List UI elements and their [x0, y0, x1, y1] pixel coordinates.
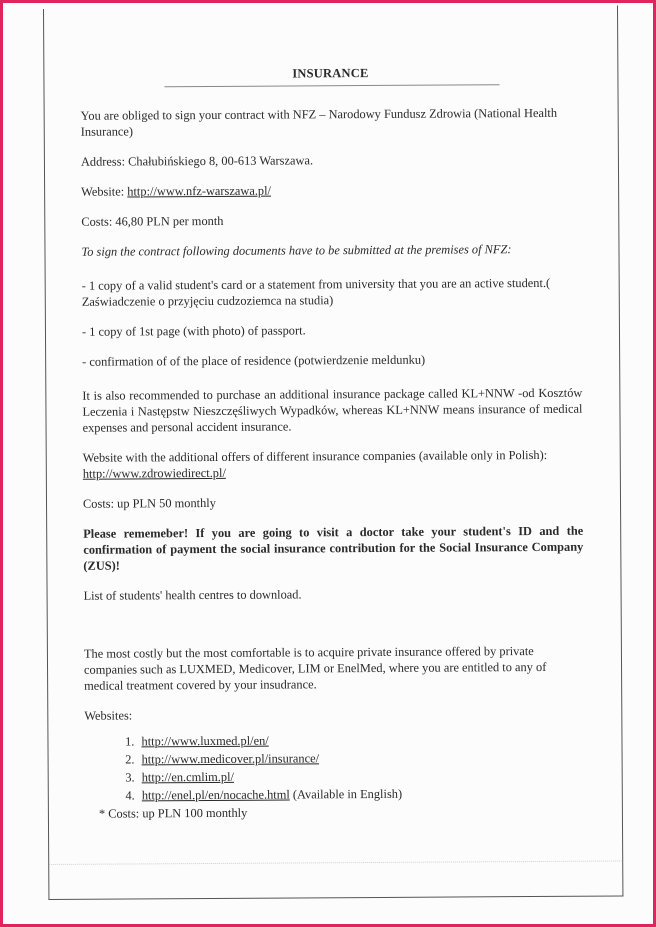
english-availability-note: (Available in English): [289, 786, 403, 802]
requirement-residence: - confirmation of of the place of residence (potwierdzenie meldunku): [82, 352, 426, 369]
nfz-website-line: [81, 181, 581, 200]
private-insurance-websites: [84, 731, 584, 804]
luxmed-link[interactable]: http://www.luxmed.pl/en/: [141, 733, 269, 749]
title-underline: [164, 84, 499, 87]
additional-costs: Costs: up PLN 50 monthly: [82, 495, 216, 511]
list-item: [138, 767, 585, 786]
requirement-passport: - 1 copy of 1st page (with photo) of passport.: [81, 323, 306, 339]
website-label: Website:: [81, 184, 128, 199]
requirement-student-card: - 1 copy of a valid student's card or a statement from university that you are an active student.( Zaświadczenie o przyjęciu cudzoziemca na studia): [81, 275, 551, 309]
document-body: [80, 64, 585, 822]
enel-link[interactable]: http://enel.pl/en/nocache.html: [141, 787, 290, 803]
document-sheet: [43, 5, 623, 899]
nfz-costs: Costs: 46,80 PLN per month: [81, 213, 224, 229]
documents-intro: To sign the contract following documents have to be submitted at the premises of NFZ:: [81, 242, 512, 259]
medicover-link[interactable]: http://www.medicover.pl/insurance/: [141, 751, 320, 767]
nfz-obligation-text: You are obliged to sign your contract with NFZ – Narodowy Fundusz Zdrowia (National Health Insurance): [80, 105, 558, 139]
page-title: INSURANCE: [292, 66, 369, 81]
reminder-text: Please rememeber! If you are going to visit a doctor take your student's ID and the confirmation of payment the social insurance contribution for the Social Insurance Company (ZUS)!: [83, 523, 584, 573]
list-item: [137, 731, 584, 750]
private-costs: * Costs: up PLN 100 monthly: [98, 805, 248, 821]
private-insurance-text: The most costly but the most comfortable is to acquire private insurance offered by private companies such as LUXMED, Medicover, LIM or EnelMed, where you are entitled to any of medical treatment covered by your insudrance.: [83, 644, 547, 693]
additional-offers-text: Website with the additional offers of different insurance companies (available only in Polish):: [82, 447, 548, 465]
zdrowiedirect-link[interactable]: http://www.zdrowiedirect.pl/: [82, 465, 226, 481]
nfz-address: Address: Chałubińskiego 8, 00-613 Warszawa.: [80, 153, 314, 169]
list-item: [138, 749, 585, 768]
list-item: [138, 785, 585, 804]
nfz-website-link[interactable]: http://www.nfz-warszawa.pl/: [127, 183, 272, 199]
scan-artifact-divider: [49, 860, 622, 865]
cmlim-link[interactable]: http://en.cmlim.pl/: [141, 769, 234, 785]
health-centres-download[interactable]: List of students' health centres to download.: [83, 587, 302, 603]
additional-insurance-text: It is also recommended to purchase an additional insurance package called KL+NNW -od Kosztów Leczenia i Następstw Nieszczęśliwych Wypadków, whereas KL+NNW means insurance of medical expenses and personal accident insurance.: [82, 385, 583, 435]
websites-label: Websites:: [84, 708, 133, 723]
